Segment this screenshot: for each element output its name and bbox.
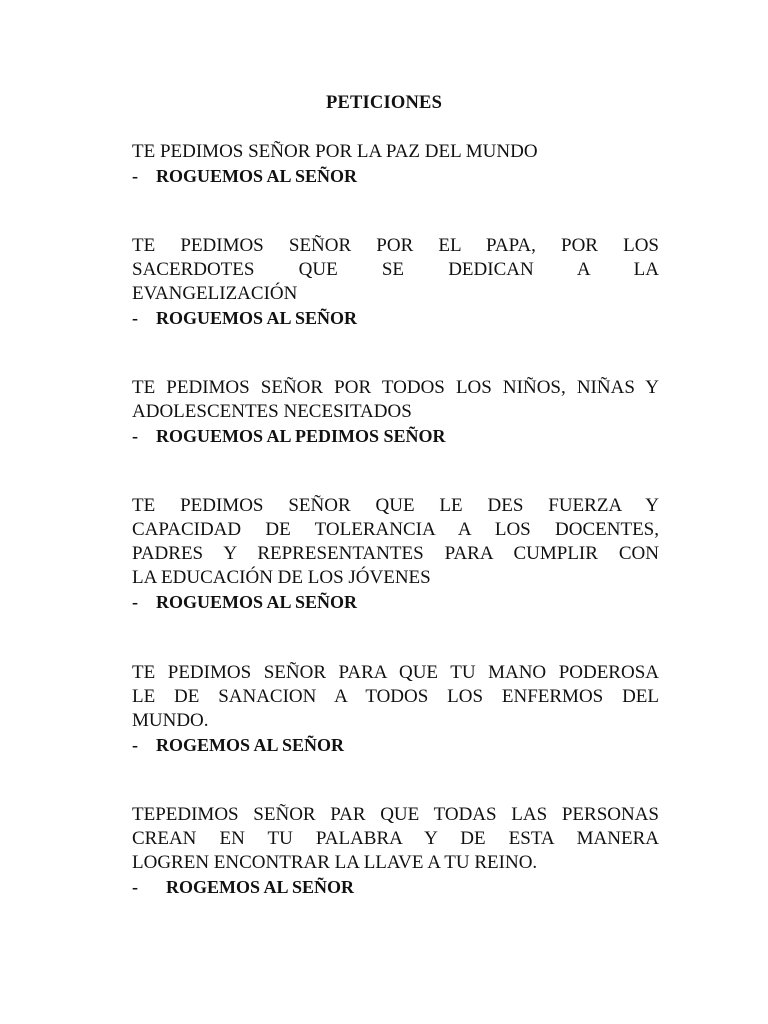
page-title: PETICIONES — [325, 93, 443, 113]
petition-response — [132, 733, 659, 757]
petition-4 — [132, 494, 659, 614]
petition-1 — [132, 140, 659, 188]
petition-response — [132, 306, 659, 330]
petition-text-line: EVANGELIZACIÓN — [132, 283, 298, 304]
petition-text-line: LA EDUCACIÓN DE LOS JÓVENES — [132, 567, 431, 588]
petition-text-line: MUNDO. — [132, 710, 209, 731]
petition-response — [132, 164, 659, 188]
response-text: ROGUEMOS AL SEÑOR — [156, 308, 358, 328]
response-text: ROGEMOS AL SEÑOR — [166, 877, 355, 897]
petition-2 — [132, 234, 659, 330]
petition-response — [132, 590, 659, 614]
response-text: ROGEMOS AL SEÑOR — [156, 735, 345, 755]
response-dash: - — [132, 166, 138, 186]
petition-text-line: TEPEDIMOS SEÑOR PAR QUE TODAS LAS PERSONAS — [132, 804, 659, 825]
petition-response — [132, 875, 659, 899]
petition-text-line: TE PEDIMOS SEÑOR QUE LE DES FUERZA Y — [132, 495, 659, 516]
petition-3 — [132, 376, 659, 448]
petition-text-line: TE PEDIMOS SEÑOR POR TODOS LOS NIÑOS, NIÑAS Y — [132, 377, 659, 398]
petition-response — [132, 424, 659, 448]
response-text: ROGUEMOS AL SEÑOR — [156, 166, 358, 186]
petition-text-line: TE PEDIMOS SEÑOR PARA QUE TU MANO PODEROSA — [132, 662, 659, 683]
petition-text-line: ADOLESCENTES NECESITADOS — [132, 401, 412, 422]
response-dash: - — [132, 592, 138, 612]
response-dash: - — [132, 426, 138, 446]
petition-text-line: CREAN EN TU PALABRA Y DE ESTA MANERA — [132, 828, 659, 849]
petition-text-line: LOGREN ENCONTRAR LA LLAVE A TU REINO. — [132, 852, 538, 873]
response-dash: - — [132, 877, 138, 897]
petition-6 — [132, 803, 659, 899]
petition-text-line: TE PEDIMOS SEÑOR POR EL PAPA, POR LOS — [132, 235, 659, 256]
response-text: ROGUEMOS AL PEDIMOS SEÑOR — [156, 426, 446, 446]
response-text: ROGUEMOS AL SEÑOR — [156, 592, 358, 612]
response-dash: - — [132, 308, 138, 328]
response-dash: - — [132, 735, 138, 755]
petition-text-line: LE DE SANACION A TODOS LOS ENFERMOS DEL — [132, 686, 659, 707]
petition-text-line: TE PEDIMOS SEÑOR POR LA PAZ DEL MUNDO — [132, 141, 538, 162]
petition-5 — [132, 661, 659, 757]
petition-text-line: SACERDOTES QUE SE DEDICAN A LA — [132, 259, 659, 280]
petition-text-line: PADRES Y REPRESENTANTES PARA CUMPLIR CON — [132, 543, 659, 564]
petition-text-line: CAPACIDAD DE TOLERANCIA A LOS DOCENTES, — [132, 519, 659, 540]
